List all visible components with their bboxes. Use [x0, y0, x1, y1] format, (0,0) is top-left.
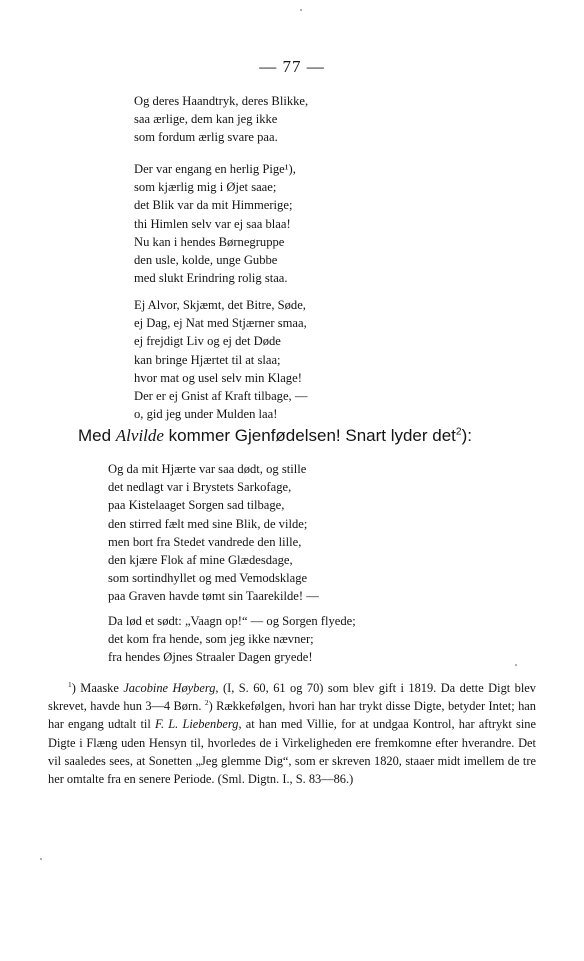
prose-intro-line	[78, 426, 472, 446]
poem-line: Der var engang en herlig Pige¹),	[134, 162, 296, 176]
poem-line: saa ærlige, dem kan jeg ikke	[134, 112, 278, 127]
footnote-text: ) Rækkefølgen, hvori han har trykt disse Digte, betyder Intet; han har engang udtalt til	[48, 699, 536, 732]
poem-stanza-1	[134, 92, 308, 147]
poem-line: den usle, kolde, unge Gubbe	[134, 253, 278, 268]
poem-line: paa Kistelaaget Sorgen sad tilbage,	[108, 498, 285, 513]
poem-line: o, gid jeg under Mulden laa!	[134, 407, 278, 422]
intro-name-alvilde: Alvilde	[115, 426, 164, 445]
footnote-mark-2-ref: 2	[204, 698, 209, 708]
poem-line: Nu kan i hendes Børnegruppe	[134, 234, 285, 249]
intro-text-after: kommer Gjenfødelsen! Snart lyder det	[163, 426, 456, 445]
poem-line: den stirred fælt med sine Blik, de vilde;	[108, 516, 308, 531]
poem-line: som kjærlig mig i Øjet saae;	[134, 180, 277, 195]
poem-line: Der er ej Gnist af Kraft tilbage, —	[134, 389, 308, 404]
footnote-mark-2: 2	[455, 426, 462, 438]
print-speck	[40, 858, 42, 860]
footnote-text: , at han med Villie, for at undgaa Kontrol, har aftrykt sine Digte i Flæng uden Hensyn til, hvorledes de i Virkeligheden ere fremkomne efter hverandre. Det vil saaledes sees, at Sonetten „Jeg glemme Dig“, som er skreven 1820, staaer midt imellem de tre her omtalte fra en senere Periode. (Sml. Digtn. I., S. 83—86.)	[48, 717, 536, 787]
poem-line: den kjære Flok af mine Glædesdage,	[108, 553, 293, 568]
poem-line: hvor mat og usel selv min Klage!	[134, 370, 302, 385]
print-speck	[300, 9, 302, 11]
poem-line: det kom fra hende, som jeg ikke nævner;	[108, 632, 314, 647]
poem-line: men bort fra Stedet vandrede den lille,	[108, 534, 302, 549]
poem-line: Ej Alvor, Skjæmt, det Bitre, Søde,	[134, 298, 306, 312]
poem-stanza-2	[134, 160, 296, 287]
poem-line: det nedlagt var i Brystets Sarkofage,	[108, 480, 292, 495]
poem-line: thi Himlen selv var ej saa blaa!	[134, 216, 291, 231]
sonnet-stanza-2	[108, 612, 356, 667]
poem-stanza-3	[134, 296, 307, 423]
footnote-mark-1: 1	[68, 679, 72, 689]
poem-line: Da lød et sødt: „Vaagn op!“ — og Sorgen flyede;	[108, 614, 356, 628]
intro-text-before: Med	[78, 426, 116, 445]
footnotes	[48, 679, 536, 788]
poem-line: det Blik var da mit Himmerige;	[134, 198, 293, 213]
page-number: — 77 —	[259, 57, 325, 76]
poem-line: ej frejdigt Liv og ej det Døde	[134, 334, 281, 349]
print-speck	[515, 664, 517, 666]
footnote-text: ) Maaske	[71, 681, 124, 695]
poem-line: paa Graven havde tømt sin Taarekilde! —	[108, 589, 319, 604]
poem-line: kan bringe Hjærtet til at slaa;	[134, 352, 281, 367]
poem-line: Og deres Haandtryk, deres Blikke,	[134, 94, 309, 108]
footnote-paragraph	[48, 679, 536, 788]
poem-line: ej Dag, ej Nat med Stjærner smaa,	[134, 316, 307, 331]
poem-line: som sortindhyllet og med Vemodsklage	[108, 571, 308, 586]
intro-text-end: ):	[461, 426, 472, 445]
footnote-name-hoyberg: Jacobine Høyberg	[123, 681, 216, 695]
sonnet-stanza-1	[108, 460, 319, 606]
poem-line: fra hendes Øjnes Straaler Dagen gryede!	[108, 650, 313, 665]
footnote-name-liebenberg: F. L. Liebenberg	[155, 717, 239, 732]
poem-line: som fordum ærlig svare paa.	[134, 130, 278, 145]
poem-line: Og da mit Hjærte var saa dødt, og stille	[108, 462, 307, 476]
poem-line: med slukt Erindring rolig staa.	[134, 271, 288, 286]
footnote-text: , (I, S. 60, 61 og 70) som blev gift i 1819. Da dette Digt blev skrevet, havde hun 3—4 Børn.	[48, 681, 537, 714]
